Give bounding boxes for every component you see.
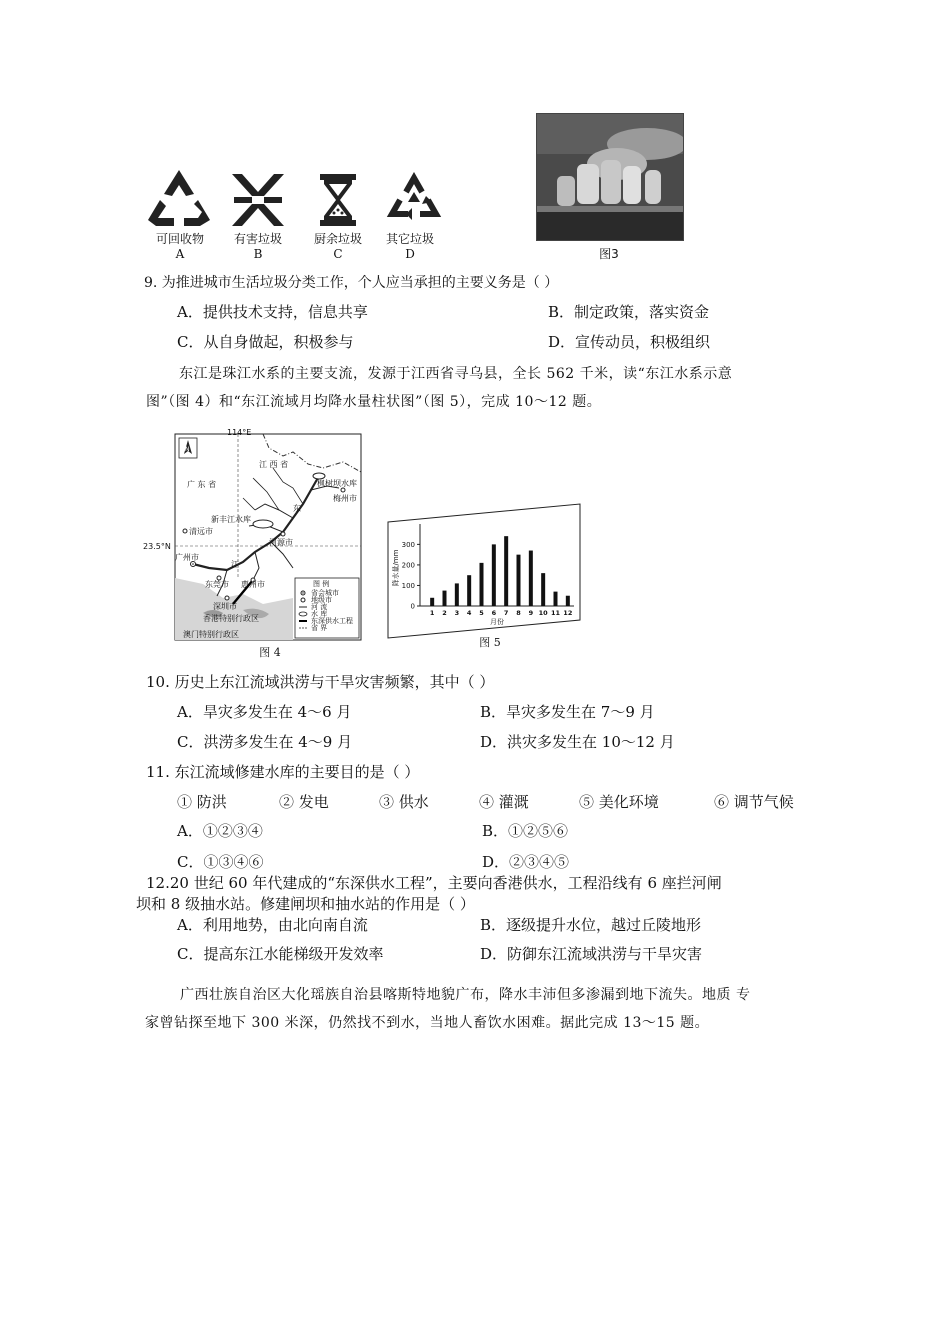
q12-option-a: A．利用地势，由北向南自流 <box>177 916 368 934</box>
chart-x-tick-label: 9 <box>528 609 534 617</box>
chart-x-tick-label: 8 <box>516 609 521 617</box>
q9-option-a: A．提供技术支持，信息共享 <box>177 303 368 321</box>
q11-choice-2: ② 发电 <box>279 793 329 811</box>
chart-x-tick-label: 2 <box>442 609 447 617</box>
q10-option-a: A．旱灾多发生在 4～6 月 <box>177 703 352 721</box>
map-north-label: N <box>185 446 190 453</box>
q10-option-b: B．旱灾多发生在 7～9 月 <box>480 703 655 721</box>
other-waste-icon <box>386 172 442 228</box>
q11-choice-6: ⑥ 调节气候 <box>714 793 794 811</box>
chart-bar <box>529 551 533 606</box>
q10-option-d: D．洪灾多发生在 10～12 月 <box>480 733 675 751</box>
map-label-guangzhou: 广州市 <box>175 553 199 562</box>
precipitation-bar-chart <box>384 500 584 640</box>
q9-option-d: D．宣传动员，积极组织 <box>548 333 711 351</box>
map-label-hongkong: 香港特别行政区 <box>203 614 259 623</box>
chart-bar <box>480 563 484 606</box>
figure-3-caption: 图3 <box>599 247 619 261</box>
figure-3-photo <box>536 113 684 241</box>
chart-bar <box>467 575 471 606</box>
chart-y-tick-label: 300 <box>401 540 415 549</box>
hazardous-icon <box>228 172 288 228</box>
q12-option-d: D．防御东江流域洪涝与干旱灾害 <box>480 945 703 963</box>
figure-5-caption: 图 5 <box>479 636 501 649</box>
map-label-guangdong: 广 东 省 <box>187 480 217 489</box>
q12-option-c: C．提高东江水能梯级开发效率 <box>177 945 384 963</box>
chart-x-tick-label: 12 <box>563 609 573 617</box>
q11-option-d: D．②③④⑤ <box>482 853 570 871</box>
chart-bar <box>504 536 508 606</box>
legend-item-city: 地级市 <box>311 596 332 604</box>
map-label-dong: 东 <box>293 504 301 513</box>
map-label-heyuan: 河源市 <box>269 538 293 547</box>
q11-choice-5: ⑤ 美化环境 <box>579 793 659 811</box>
chart-y-tick-label: 0 <box>410 602 415 611</box>
garbage-symbols <box>140 168 445 264</box>
intro-dongjiang-line1: 东江是珠江水系的主要支流，发源于江西省寻乌县，全长 562 千米，读“东江水系示意 <box>179 366 733 382</box>
chart-x-axis-label: 月份 <box>490 618 504 626</box>
q12-option-b: B．逐级提升水位，越过丘陵地形 <box>480 916 702 934</box>
chart-bar <box>566 596 570 606</box>
chart-bar <box>430 598 434 606</box>
map-label-macau: 澳门特别行政区 <box>183 630 239 639</box>
figure-5-chart <box>384 500 584 640</box>
symbol-letter-d: D <box>405 247 415 261</box>
map-label-meizhou: 梅州市 <box>333 494 357 503</box>
chart-bar <box>554 592 558 606</box>
map-label-fengshuba: 枫树坝水库 <box>317 479 357 488</box>
q11-stem: 11. 东江流域修建水库的主要目的是（ ） <box>146 763 420 781</box>
chart-x-tick-label: 7 <box>503 609 509 617</box>
legend-item-capital: 省会城市 <box>311 589 339 597</box>
q11-choice-1: ① 防洪 <box>177 793 227 811</box>
chart-y-axis-label: 降水量/mm <box>392 549 400 587</box>
q11-choice-3: ③ 供水 <box>379 793 429 811</box>
intro-dahua-line2: 家曾钻探至地下 300 米深，仍然找不到水，当地人畜饮水困难。据此完成 13～15 题。 <box>145 1015 710 1031</box>
q11-option-a: A．①②③④ <box>177 822 263 840</box>
symbol-letter-b: B <box>253 247 263 261</box>
chart-y-tick-label: 100 <box>401 581 415 590</box>
q11-option-b: B．①②⑤⑥ <box>482 822 569 840</box>
legend-item-boundary: 省 界 <box>311 624 328 632</box>
chart-x-tick-label: 3 <box>454 609 460 617</box>
chart-y-tick-label: 200 <box>401 561 415 570</box>
map-label-xinfengjiang: 新丰江水库 <box>211 515 251 524</box>
q9-option-c: C．从自身做起，积极参与 <box>177 333 354 351</box>
symbol-label-b: 有害垃圾 <box>233 232 282 246</box>
chart-bar <box>541 573 545 606</box>
symbol-label-d: 其它垃圾 <box>385 232 434 246</box>
symbol-label-c: 厨余垃圾 <box>313 232 362 246</box>
kitchen-waste-icon <box>316 172 360 228</box>
symbol-label-a: 可回收物 <box>155 232 204 246</box>
recycle-icon <box>144 168 214 230</box>
chart-x-tick-label: 1 <box>429 609 435 617</box>
intro-dongjiang-line2: 图”（图 4）和“东江流域月均降水量柱状图”（图 5），完成 10～12 题。 <box>146 394 602 410</box>
legend-item-project: 东深供水工程 <box>311 617 353 625</box>
chart-x-tick-label: 4 <box>466 609 472 617</box>
figure-4-map <box>143 428 363 643</box>
q10-stem: 10. 历史上东江流域洪涝与干旱灾害频繁，其中（ ） <box>146 673 495 691</box>
q9-option-b: B．制定政策，落实资金 <box>548 303 710 321</box>
map-drawing <box>143 428 363 643</box>
q10-option-c: C．洪涝多发生在 4～9 月 <box>177 733 353 751</box>
q11-choice-4: ④ 灌溉 <box>479 793 529 811</box>
chart-bar <box>517 555 521 606</box>
map-label-dongguan: 东莞市 <box>205 580 229 589</box>
map-label-huizhou: 惠州市 <box>241 580 265 589</box>
chart-bar <box>455 583 459 606</box>
chart-bar <box>492 544 496 606</box>
chart-x-tick-label: 5 <box>479 609 484 617</box>
map-latitude-label: 23.5°N <box>143 542 171 551</box>
map-longitude-label: 114°E <box>227 428 252 437</box>
chart-bar <box>443 591 447 606</box>
symbol-letter-c: C <box>333 247 343 261</box>
q12-stem-line1: 12.20 世纪 60 年代建成的“东深供水工程”，主要向香港供水，工程沿线有 6 座拦河闸 <box>146 874 722 892</box>
chart-x-tick-label: 10 <box>538 609 548 617</box>
photo-hand-bottles <box>537 114 683 240</box>
q11-option-c: C．①③④⑥ <box>177 853 264 871</box>
legend-title: 图 例 <box>313 580 330 588</box>
map-label-jiangxi: 江 西 省 <box>259 460 289 469</box>
legend-item-reservoir: 水 库 <box>311 610 328 618</box>
figure-4-caption: 图 4 <box>259 646 281 659</box>
chart-x-tick-label: 11 <box>550 609 561 617</box>
map-label-qingyuan: 清远市 <box>189 527 213 536</box>
legend-item-river: 河 流 <box>311 603 328 611</box>
map-label-shenzhen: 深圳市 <box>213 602 237 611</box>
chart-x-tick-label: 6 <box>491 609 497 617</box>
q9-stem: 9. 为推进城市生活垃圾分类工作，个人应当承担的主要义务是（ ） <box>144 275 559 291</box>
q12-stem-line2: 坝和 8 级抽水站。修建闸坝和抽水站的作用是（ ） <box>136 895 475 913</box>
symbol-letter-a: A <box>175 247 185 261</box>
map-label-jiang: 江 <box>231 560 239 569</box>
intro-dahua-line1: 广西壮族自治区大化瑶族自治县喀斯特地貌广布，降水丰沛但多渗漏到地下流失。地质 专 <box>180 987 751 1003</box>
